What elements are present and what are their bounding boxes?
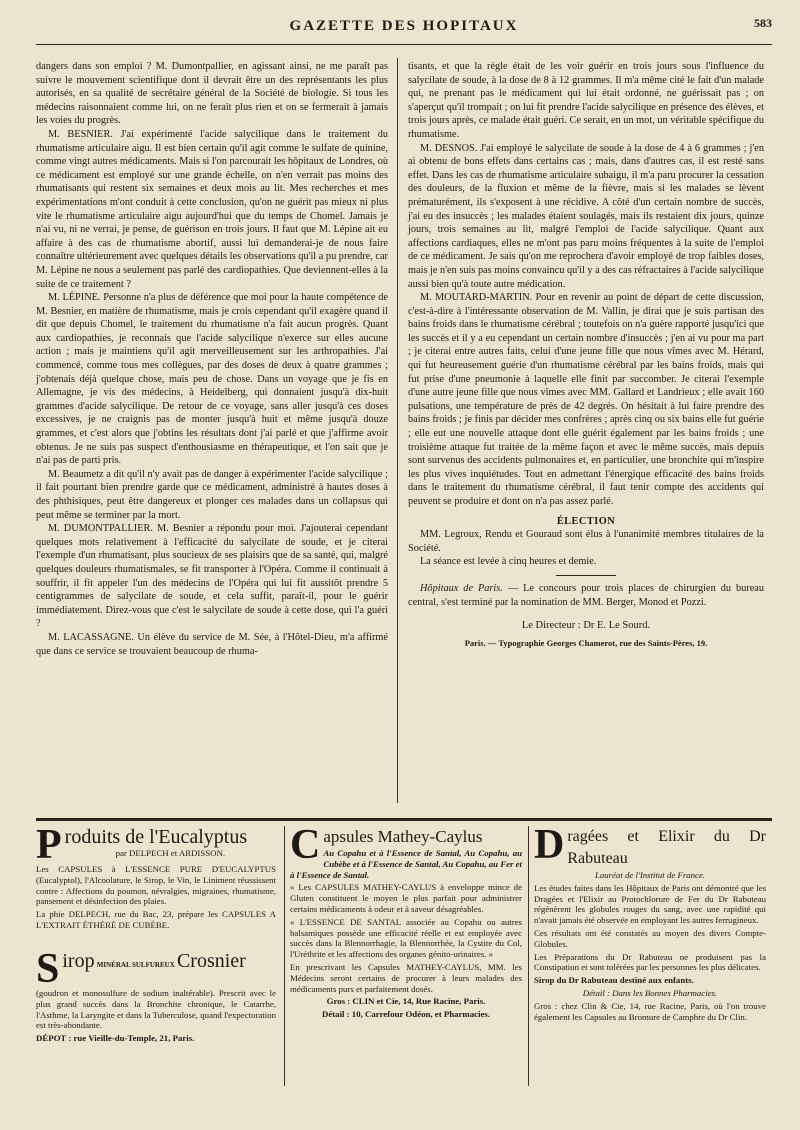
ad-body: (goudron et monosulfure de sodium inaltérable). Prescrit avec le plus grand succès dans la Bronchite chronique, le Catarrhe, l'Asthme, la Laryngite et dans la Tuberculose, quand l'expectoration est très-abondante. xyxy=(36,988,276,1031)
paragraph-dumontpallier: M. DUMONTPALLIER. M. Besnier a répondu pour moi. J'ajouterai cependant quelques mots relativement à l'efficacité du salycilate de soude, et je citerai l'exemple d'un rhumatisant, plus soucieux de ses plaisirs que de sa santé, qui, malgré quelques douleurs rhumatismales, se fit transporter à l'Opéra. Comme il continuait à souffrir, il fit appeler l'un des médecins de l'Opéra qui lui fit aussitôt prendre 5 centigrammes de salycilate de soude, et cela suffit, paraît-il, pour le guérir immédiatement. Direz-vous que c'est le salycilate de soude à cette dose, qui l'a guéri ? xyxy=(36,523,388,630)
header-rule xyxy=(36,44,772,45)
ad-footer: DÉPOT : rue Vieille-du-Temple, 21, Paris. xyxy=(36,1033,195,1044)
election-heading: ÉLECTION xyxy=(556,515,616,527)
ad-footer: La phie DELPECH, rue du Bac, 23, prépare les CAPSULES A L'EXTRAIT ÉTHÉRÉ DE CUBÈBE. xyxy=(36,909,276,930)
dropcap: D xyxy=(534,822,565,868)
right-column xyxy=(408,60,764,650)
ad-by: par DELPECH et ARDISSON. xyxy=(115,848,226,858)
ad-title: apsules Mathey-Caylus xyxy=(323,827,483,846)
ad-body-3: En prescrivant les Capsules MATHEY-CAYLUS, MM. les Médecins seront certains de procurer à leurs malades des médicaments purs et parfaitement dosés. xyxy=(290,961,522,994)
ad-body-1: « Les CAPSULES MATHEY-CAYLUS à enveloppe mince de Gluten constituent le moyen le plus parfait pour administrer certains médicaments à odeur et à saveur désagréables. xyxy=(290,882,522,914)
column-divider xyxy=(397,58,398,803)
paragraph-beaumetz: M. Beaumetz a dit qu'il n'y avait pas de danger à expérimenter l'acide salycilique ; il fait pourtant bien prendre garde que ce médicament, administré à hautes doses à des phthisiques, peut être dangereux et plonger ces malades dans un collapsus qui peut même se terminer par la mort. xyxy=(36,468,388,521)
dropcap: P xyxy=(36,822,62,868)
news-item xyxy=(408,582,764,609)
ad-subtitle: Lauréat de l'Institut de France. xyxy=(594,870,706,880)
ad-footer: Gros : chez Clin & Cie, 14, rue Racine, Paris, où l'on trouve également les Capsules au Bromure de Camphre du Dr Clin. xyxy=(534,1000,766,1022)
ad-sub: MINÉRAL SULFUREUX xyxy=(96,961,175,969)
ad-body: Les CAPSULES à L'ESSENCE PURE D'EUCALYPTUS (Eucalyptol), l'Alcoolature, le Sirop, le Vin, le Liniment réussissent contre : Affections du poumon, névralgies, migraines, rhumatisme, pansement et désinfection des plaies. xyxy=(36,864,276,907)
ad-dragees xyxy=(534,822,766,1024)
ad-footer-2: Détail : 10, Carrefour Odéon, et Pharmacies. xyxy=(322,1009,490,1020)
ad-capsules xyxy=(290,822,522,1022)
news-text: — Le concours pour trois places de chirurgien du bureau central, s'est terminé par la nomination de MM. Berger, Monod et Pozzi. xyxy=(408,582,764,608)
ad-subtitle: Au Copahu et à l'Essence de Santal, Au Copahu, au Cubèbe et à l'Essence de Santal, Au Copahu, au Fer et à l'Essence de Santal. xyxy=(290,848,522,880)
director-signature: Le Directeur : Dr E. Le Sourd. xyxy=(521,620,651,632)
ad-body-3: Les Préparations du Dr Rabuteau ne produisent pas la Constipation et sont tolérées par les personnes les plus délicates. xyxy=(534,951,766,973)
ad-footer-1: Gros : CLIN et Cie, 14, Rue Racine, Paris. xyxy=(326,996,486,1007)
paragraph-lepine: M. LÉPINE. Personne n'a plus de déférence que moi pour la haute compétence de M. Besnier, en matière de rhumatisme, mais je crois cependant qu'il exagère quand il dit que depuis Chomel, le traitement du rhumatisme n'a fait aucun progrès. Quant aux cardiopathies, je reconnais que l'acide salycilique n'exerce sur elles aucune action ; mais je maintiens qu'il agit merveilleusement sur les arthropathies. J'ai commencé, comme tous mes collègues, par des doses de deux à quatre grammes ; j'obtenais déjà quelque chose, mais peu de chose. Dans un voyage que je fis en Allemagne, je vis des médecins, à Heidelberg, qui donnaient jusqu'à dix-huit grammes d'acide salycilique. De retour de ce voyage, sans aller jusqu'à ces doses excessives, je ne craignis pas de monter jusqu'à huit et même jusqu'à douze grammes, et c'est alors que j'obtins les résultats dont j'ai parlé et que j'affirme avoir obtenus. Je ne suis pas suspect d'enthousiasme en thérapeutique, et l'on sait que je n'ai pas de parti pris. xyxy=(36,292,388,467)
ad-divider xyxy=(284,826,285,1086)
separator xyxy=(556,575,616,576)
ad-body-1: Les études faites dans les Hôpitaux de Paris ont démontré que les Dragées et l'Elixir au Protochlorure de Fer du Dr Rabuteau régénèrent les globules rouges du sang, avec une rapidité qui n'avait jamais été observée en employant les autres ferrugineux. xyxy=(534,882,766,926)
journal-title: GAZETTE DES HOPITAUX xyxy=(289,18,519,34)
dropcap: C xyxy=(290,822,321,868)
ad-body-4: Sirop du Dr Rabuteau destiné aux enfants. xyxy=(534,975,694,986)
news-label: Hôpitaux de Paris. xyxy=(420,582,503,594)
ad-body-2: Ces résultats ont été constatés au moyen des divers Compte-Globules. xyxy=(534,927,766,949)
paragraph: dangers dans son emploi ? M. Dumontpallier, en agissant ainsi, ne me paraît pas suivre le mouvement scientifique dont il devrait être un des représentants les plus autorisés, en sa qualité de secrétaire général de la Société de biologie. Si tous les médecins raisonnaient comme lui, on ne ferait plus rien et on se fermerait à jamais les voies du progrès. xyxy=(36,61,388,127)
ad-divider xyxy=(528,826,529,1086)
ad-title: ragées et Elixir du Dr Rabuteau xyxy=(567,828,766,867)
printer-imprint: Paris. — Typographie Georges Chamerot, rue des Saints-Pères, 19. xyxy=(464,637,708,648)
ad-eucalyptus xyxy=(36,822,276,933)
ad-brand: Crosnier xyxy=(176,950,246,972)
paragraph-desnos: M. DESNOS. J'ai employé le salycilate de soude à la dose de 4 à 6 grammes ; j'en ai obtenu de bons effets dans certains cas ; mais, dans d'autres cas, il est resté sans effet. Dans les cas de rhumatisme articulaire subaigu, il m'a paru procurer la cessation des douleurs, de la fluxion et même de la fièvre, mais si les malades se lèvent prématurément, ils s'exposent à une récidive. A côté d'un certain nombre de succès, j'ai eu des insuccès ; les malades étaient soulagés, mais ils restaient dix jours, quinze jours, trois semaines au lit, malgré l'emploi de l'acide salycilique. Quant aux affections cardiaques, elles ne m'ont pas paru moins fréquentes à la suite de l'emploi de ce médicament. Je sais qu'on me reprochera d'avoir employé de trop faibles doses, mais je n'en suis pas moins convaincu qu'il y a des cas réfractaires à l'acide salycilique aussi bien qu'à toute autre médication. xyxy=(408,142,764,290)
left-column xyxy=(36,60,388,658)
ad-title: irop xyxy=(62,950,95,972)
election-text: MM. Legroux, Rendu et Gouraud sont élus à l'unanimité membres titulaires de la Société. xyxy=(408,529,764,554)
page-number: 583 xyxy=(754,16,772,30)
paragraph-besnier: M. BESNIER. J'ai expérimenté l'acide salycilique dans le traitement du rhumatisme articulaire aigu. Il est bien certain qu'il agit comme le sulfate de quinine, comme vingt autres médicaments. Mais si l'on parcourait les hôpitaux de Londres, où ce médicament est employé sur une grande échelle, on n'en verrait pas moins des rhumatisants qui restent six semaines et deux mois au lit. Mes recherches et mes expérimentations m'ont conduit à cette conclusion, qu'on ne guérit pas mieux ni plus vite le rhumatisme articulaire aigu aujourd'hui que du temps de Chomel. Jamais je n'ai vu, ni ne verrai, je pense, de guérison en trois jours. Il faut que M. Lépine ait eu affaire à des cas de rhumatisme abortif, aussi lui demanderai-je de nous faire connaître ultérieurement avec quelques détails les observations qu'il a pu prendre, car M. Lépine ne nous a seulement pas parlé des cardiopathies. Que deviennent-elles à la suite de ce traitement ? xyxy=(36,128,388,290)
session-closing: La séance est levée à cinq heures et demie. xyxy=(420,556,597,568)
ad-body-2: « L'ESSENCE DE SANTAL associée au Copahu ou autres balsamiques possède une efficacité réelle et est employée avec succès dans la Blennorrhagie, la Blennorrhée, la Cystite du Col, l'Uréthrite et les affections des organes génito-urinaires. » xyxy=(290,916,522,960)
paragraph: tisants, et que la règle était de les voir guérir en trois jours sous l'influence du salycilate de soude, à la dose de 8 à 12 grammes. Il m'a même cité le fait d'un malade qui, ne prenant pas le médicament qui lui était ordonné, ne guérissait pas ; on s'aperçut qu'il trompait ; on lui fit prendre l'acide salycilique en présence des élèves, et trois jours après, ce malade était guéri. Ce serait, en un mot, un véritable spécifique du rhumatisme. xyxy=(408,61,764,140)
dropcap: S xyxy=(36,946,60,992)
paragraph-moutard-martin: M. MOUTARD-MARTIN. Pour en revenir au point de départ de cette discussion, c'est-à-dire à l'intéressante observation de M. Vallin, je dirai que je suis partisan des bains froids dans le rhumatisme cérébral ; toutefois on n'a guère rapporté jusqu'ici que les succès et il y a eu cependant un certain nombre d'insuccès ; j'en ai vu pour ma part ; je citerai entre autres faits, celui d'une jeune fille que nous vîmes avec M. Hérard, qui fut heureusement guérie d'un rhumatisme cérébral par les bains froids, mais qui fut prise d'une pneumonie à laquelle elle finit par succomber. Je citerai l'exemple d'une autre jeune fille que nous vîmes avec MM. Gallard et Landrieux ; elle avait 160 pulsations, une température de près de 42 degrés. On hésitait à lui faire prendre des bains froids ; je finis par décider mes confrères ; après cinq ou six bains elle fut guérie ; elle eut une nouvelle attaque dont elle guérit également par les bains froids ; une troisième attaque fut traitée de la même façon et avec le même succès, mais depuis sont survenus des accidents pulmonaires et, en particulier, une bronchite qui m'inspire les plus vives inquiétudes. Tout en admettant l'énergique efficacité des bains froids dans le traitement du rhumatisme cérébral, il faut tenir compte des accidents qui peuvent se produire et dont on n'a pas assez parlé. xyxy=(408,292,764,507)
page-header xyxy=(36,14,772,40)
ads-rule xyxy=(36,818,772,821)
ad-sirop xyxy=(36,946,276,1046)
paragraph-lacassagne: M. LACASSAGNE. Un élève du service de M. Sée, à l'Hôtel-Dieu, m'a affirmé que dans ce service se trouvaient beaucoup de rhuma- xyxy=(36,631,388,657)
ad-title: roduits de l'Eucalyptus xyxy=(64,826,248,848)
ad-detail: Détail : Dans les Bonnes Pharmacies. xyxy=(582,987,718,998)
